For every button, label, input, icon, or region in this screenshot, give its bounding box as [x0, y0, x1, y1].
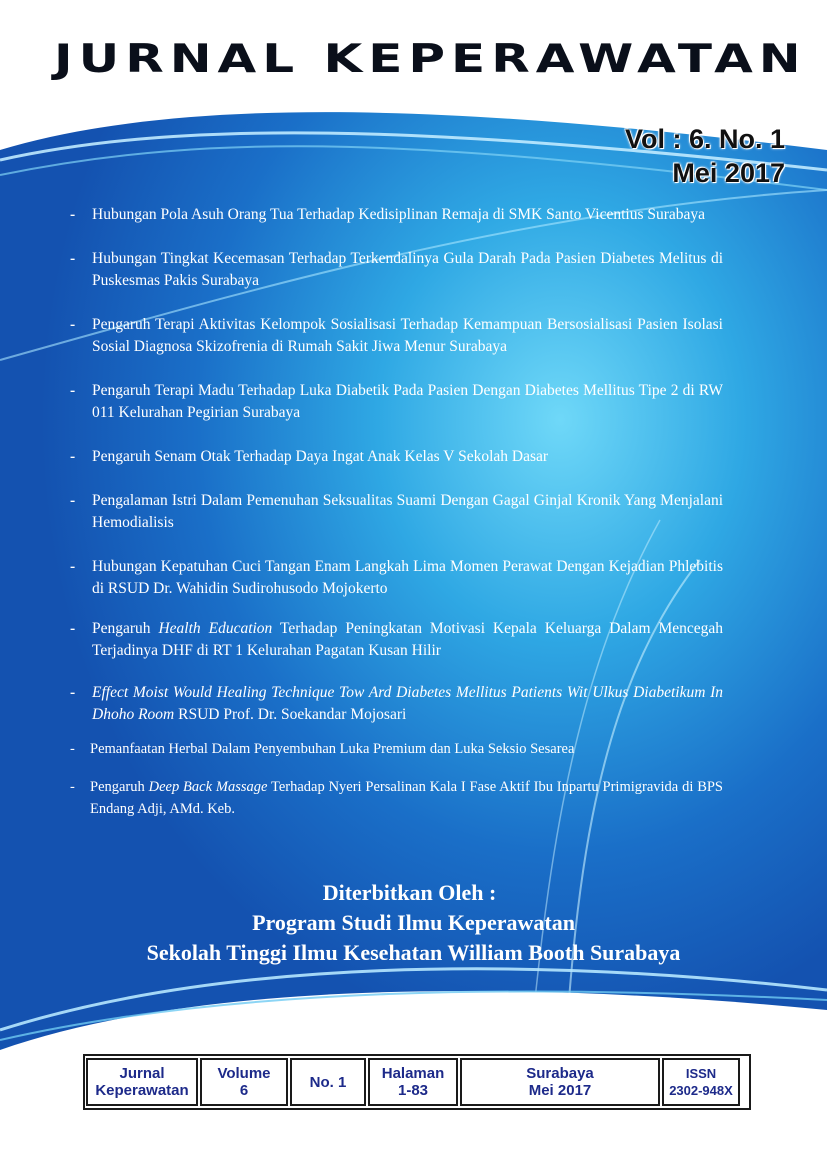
article-item	[70, 776, 723, 820]
info-journal-name: Jurnal Keperawatan	[86, 1058, 198, 1106]
article-item	[70, 204, 723, 226]
issue-info	[625, 122, 785, 190]
bullet-dash: -	[70, 558, 76, 575]
article-title: Hubungan Tingkat Kecemasan Terhadap Terkendalinya Gula Darah Pada Pasien Diabetes Melitus di Puskesmas Pakis Surabaya	[92, 250, 723, 289]
article-title: Pengalaman Istri Dalam Pemenuhan Seksualitas Suami Dengan Gagal Ginjal Kronik Yang Menjalani Hemodialisis	[92, 492, 723, 531]
issue-date: Mei 2017	[672, 158, 785, 188]
bullet-dash: -	[70, 779, 75, 795]
bullet-dash: -	[70, 684, 76, 701]
article-item	[70, 248, 723, 292]
article-title: Pengaruh Terapi Aktivitas Kelompok Sosialisasi Terhadap Kemampuan Bersosialisasi Pasien Isolasi Sosial Diagnosa Skizofrenia di Rumah Sakit Jiwa Menur Surabaya	[92, 316, 723, 355]
publisher-block	[0, 878, 827, 968]
publisher-institution: Sekolah Tinggi Ilmu Kesehatan William Booth Surabaya	[146, 940, 681, 965]
volume-number: Vol : 6. No. 1	[624, 124, 785, 154]
bullet-dash: -	[70, 382, 76, 399]
journal-info-box	[83, 1054, 751, 1110]
article-title: Pemanfaatan Herbal Dalam Penyembuhan Luka Premium dan Luka Seksio Sesarea	[90, 741, 575, 757]
article-item	[70, 380, 723, 424]
info-number: No. 1	[290, 1058, 366, 1106]
bullet-dash: -	[70, 741, 75, 757]
article-list	[70, 204, 723, 820]
bullet-dash: -	[70, 206, 76, 223]
article-title: Pengaruh Health Education Terhadap Peningkatan Motivasi Kepala Keluarga Dalam Mencegah Terjadinya DHF di RT 1 Kelurahan Pagatan Kusan Hilir	[92, 620, 723, 659]
article-title: Pengaruh Deep Back Massage Terhadap Nyeri Persalinan Kala I Fase Aktif Ibu Inpartu Primigravida di BPS Endang Adji, AMd. Keb.	[90, 779, 723, 817]
article-item	[70, 446, 723, 468]
article-item	[70, 618, 723, 662]
info-pages: Halaman 1-83	[368, 1058, 458, 1106]
bullet-dash: -	[70, 250, 76, 267]
publisher-heading: Diterbitkan Oleh :	[322, 880, 497, 905]
article-title: Hubungan Pola Asuh Orang Tua Terhadap Kedisiplinan Remaja di SMK Santo Vicentius Surabaya	[92, 206, 706, 223]
journal-masthead: JURNAL KEPERAWATAN	[54, 36, 807, 82]
info-volume: Volume 6	[200, 1058, 288, 1106]
article-item	[70, 556, 723, 600]
article-title: Effect Moist Would Healing Technique Tow Ard Diabetes Mellitus Patients Wit Ulkus Diabetikum In Dhoho Room RSUD Prof. Dr. Soekandar Mojosari	[92, 684, 723, 723]
bullet-dash: -	[70, 448, 76, 465]
bullet-dash: -	[70, 620, 76, 637]
article-title: Pengaruh Terapi Madu Terhadap Luka Diabetik Pada Pasien Dengan Diabetes Mellitus Tipe 2 di RW 011 Kelurahan Pegirian Surabaya	[92, 382, 723, 421]
bullet-dash: -	[70, 316, 76, 333]
article-item	[70, 738, 723, 760]
article-item	[70, 490, 723, 534]
article-item	[70, 314, 723, 358]
info-issn: ISSN 2302-948X	[662, 1058, 740, 1106]
info-place-date: Surabaya Mei 2017	[460, 1058, 660, 1106]
publisher-program: Program Studi Ilmu Keperawatan	[252, 910, 575, 935]
article-item	[70, 682, 723, 726]
article-title: Hubungan Kepatuhan Cuci Tangan Enam Langkah Lima Momen Perawat Dengan Kejadian Phlebitis di RSUD Dr. Wahidin Sudirohusodo Mojokerto	[92, 558, 723, 597]
bullet-dash: -	[70, 492, 76, 509]
article-title: Pengaruh Senam Otak Terhadap Daya Ingat Anak Kelas V Sekolah Dasar	[92, 448, 549, 465]
